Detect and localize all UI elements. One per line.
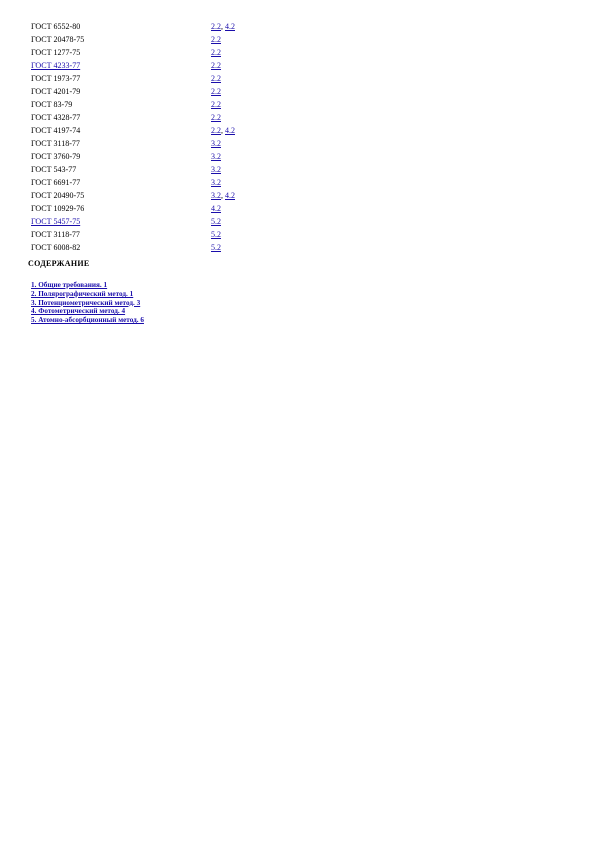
- table-row: [31, 33, 235, 46]
- clause-separator: ,: [221, 22, 225, 31]
- clause-separator: ,: [221, 126, 225, 135]
- table-row: [31, 98, 235, 111]
- standard-designation: ГОСТ 4328-77: [31, 113, 81, 122]
- toc-item: [31, 281, 144, 290]
- standard-designation-cell: [31, 202, 211, 215]
- toc-item: [31, 299, 144, 308]
- toc-item: [31, 307, 144, 316]
- clause-link[interactable]: 2.2: [211, 87, 221, 96]
- standard-designation: ГОСТ 6008-82: [31, 243, 81, 252]
- clause-numbers-cell: [211, 124, 235, 137]
- standard-designation: ГОСТ 1973-77: [31, 74, 81, 83]
- table-row: [31, 124, 235, 137]
- clause-link[interactable]: 2.2: [211, 126, 221, 135]
- standard-designation: ГОСТ 10929-76: [31, 204, 85, 213]
- clause-link[interactable]: 2.2: [211, 113, 221, 122]
- standard-designation: ГОСТ 20478-75: [31, 35, 85, 44]
- standard-designation-cell: [31, 163, 211, 176]
- clause-link[interactable]: 2.2: [211, 35, 221, 44]
- clause-link[interactable]: 2.2: [211, 48, 221, 57]
- clause-numbers-cell: [211, 59, 235, 72]
- standard-designation-cell: [31, 46, 211, 59]
- table-row: [31, 241, 235, 254]
- standard-designation-cell: [31, 150, 211, 163]
- clause-numbers-cell: [211, 163, 235, 176]
- clause-numbers-cell: [211, 202, 235, 215]
- standard-designation-cell: [31, 215, 211, 228]
- standard-designation: ГОСТ 83-79: [31, 100, 73, 109]
- table-row: [31, 150, 235, 163]
- clause-numbers-cell: [211, 228, 235, 241]
- normative-references-table: [31, 20, 235, 254]
- standard-link[interactable]: ГОСТ 5457-75: [31, 217, 81, 226]
- standard-designation: ГОСТ 3118-77: [31, 230, 80, 239]
- clause-link[interactable]: 3.2: [211, 191, 221, 200]
- standard-designation-cell: [31, 137, 211, 150]
- table-row: [31, 59, 235, 72]
- clause-link[interactable]: 2.2: [211, 74, 221, 83]
- clause-link[interactable]: 4.2: [225, 22, 235, 31]
- references-table-body: [31, 20, 235, 254]
- standard-designation: ГОСТ 4197-74: [31, 126, 81, 135]
- table-row: [31, 202, 235, 215]
- clause-link[interactable]: 3.2: [211, 139, 221, 148]
- clause-link[interactable]: 4.2: [225, 126, 235, 135]
- clause-numbers-cell: [211, 215, 235, 228]
- table-row: [31, 163, 235, 176]
- table-row: [31, 189, 235, 202]
- standard-designation: ГОСТ 20490-75: [31, 191, 85, 200]
- clause-link[interactable]: 3.2: [211, 178, 221, 187]
- clause-link[interactable]: 5.2: [211, 230, 221, 239]
- standard-link[interactable]: ГОСТ 4233-77: [31, 61, 81, 70]
- table-row: [31, 85, 235, 98]
- clause-link[interactable]: 5.2: [211, 243, 221, 252]
- clause-numbers-cell: [211, 72, 235, 85]
- standard-designation: ГОСТ 3760-79: [31, 152, 81, 161]
- standard-designation: ГОСТ 6691-77: [31, 178, 81, 187]
- toc-link-polarographic-method[interactable]: 2. Полярографический метод. 1: [31, 289, 134, 298]
- clause-numbers-cell: [211, 98, 235, 111]
- toc-link-photometric-method[interactable]: 4. Фотометрический метод. 4: [31, 307, 126, 316]
- clause-link[interactable]: 2.2: [211, 61, 221, 70]
- standard-designation-cell: [31, 124, 211, 137]
- standard-designation-cell: [31, 98, 211, 111]
- clause-link[interactable]: 2.2: [211, 22, 221, 31]
- table-row: [31, 20, 235, 33]
- clause-numbers-cell: [211, 189, 235, 202]
- clause-link[interactable]: 5.2: [211, 217, 221, 226]
- clause-numbers-cell: [211, 20, 235, 33]
- toc-link-potentiometric-method[interactable]: 3. Потенциометрический метод. 3: [31, 298, 141, 307]
- standard-designation-cell: [31, 59, 211, 72]
- clause-link[interactable]: 3.2: [211, 152, 221, 161]
- standard-designation: ГОСТ 4201-79: [31, 87, 81, 96]
- standard-designation: ГОСТ 3118-77: [31, 139, 80, 148]
- clause-numbers-cell: [211, 150, 235, 163]
- clause-link[interactable]: 3.2: [211, 165, 221, 174]
- toc-link-general-requirements[interactable]: 1. Общие требования. 1: [31, 281, 108, 289]
- table-row: [31, 46, 235, 59]
- standard-designation: ГОСТ 6552-80: [31, 22, 81, 31]
- standard-designation-cell: [31, 33, 211, 46]
- clause-numbers-cell: [211, 85, 235, 98]
- clause-link[interactable]: 2.2: [211, 100, 221, 109]
- standard-designation-cell: [31, 111, 211, 124]
- toc-title: СОДЕРЖАНИЕ: [28, 259, 90, 268]
- clause-numbers-cell: [211, 137, 235, 150]
- table-row: [31, 176, 235, 189]
- toc-link-atomic-absorption-method[interactable]: 5. Атомно-абсорбционный метод. 6: [31, 316, 144, 325]
- standard-designation-cell: [31, 228, 211, 241]
- standard-designation: ГОСТ 543-77: [31, 165, 77, 174]
- toc-item: [31, 290, 144, 299]
- standard-designation-cell: [31, 241, 211, 254]
- standard-designation-cell: [31, 72, 211, 85]
- table-row: [31, 228, 235, 241]
- table-row: [31, 111, 235, 124]
- clause-numbers-cell: [211, 46, 235, 59]
- clause-numbers-cell: [211, 241, 235, 254]
- table-row: [31, 72, 235, 85]
- standard-designation-cell: [31, 85, 211, 98]
- toc-item: [31, 316, 144, 325]
- standard-designation: ГОСТ 1277-75: [31, 48, 81, 57]
- clause-separator: ,: [221, 191, 225, 200]
- clause-link[interactable]: 4.2: [211, 204, 221, 213]
- standard-designation-cell: [31, 189, 211, 202]
- standard-designation-cell: [31, 176, 211, 189]
- table-row: [31, 215, 235, 228]
- clause-numbers-cell: [211, 111, 235, 124]
- standard-designation-cell: [31, 20, 211, 33]
- clause-numbers-cell: [211, 33, 235, 46]
- table-row: [31, 137, 235, 150]
- clause-link[interactable]: 4.2: [225, 191, 235, 200]
- clause-numbers-cell: [211, 176, 235, 189]
- toc-list: [31, 281, 144, 325]
